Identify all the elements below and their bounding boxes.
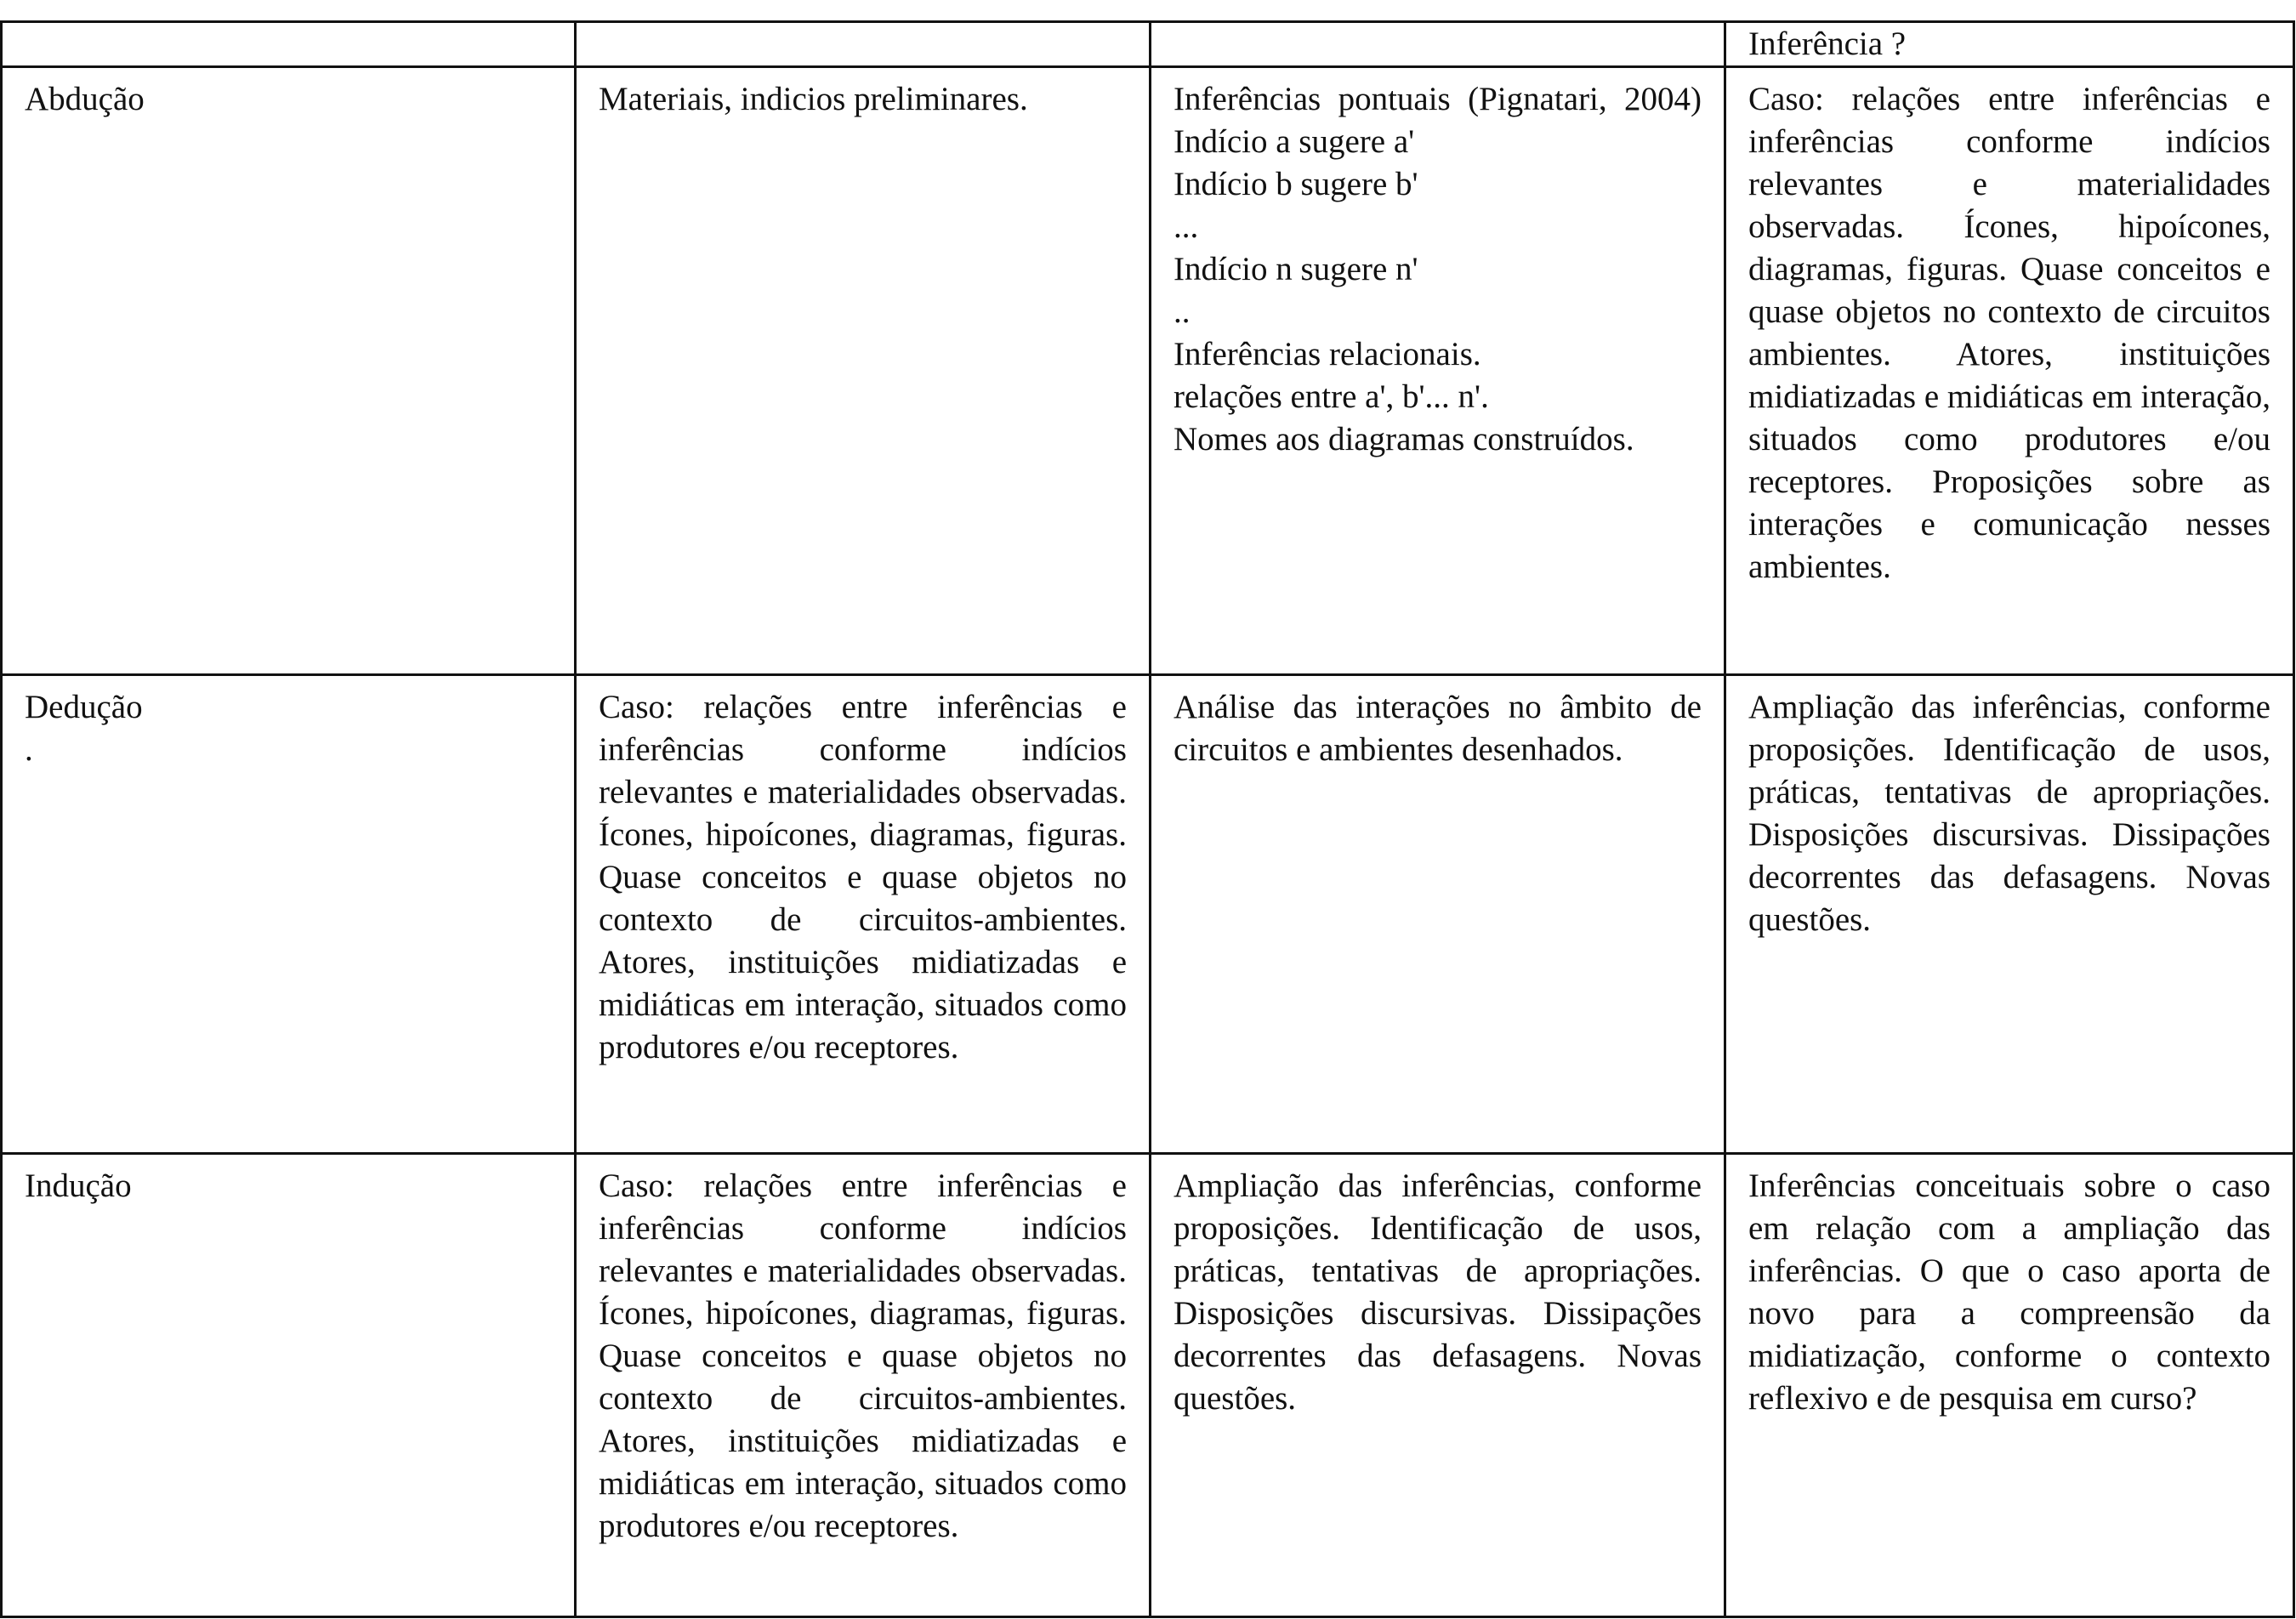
row-label: Abdução <box>25 81 145 117</box>
row-cell-col3: Análise das interações no âmbito de circuitos e ambientes desenhados. <box>1151 675 1725 1154</box>
row-label: Indução <box>25 1167 132 1204</box>
row-label-cell <box>2 675 576 1154</box>
row-cell-col4: Ampliação das inferências, conforme proposições. Identificação de usos, práticas, tentativas de apropriações. Disposições discursivas. Dissipações decorrentes das defasagens. Novas questões. <box>1725 675 2294 1154</box>
inference-table <box>0 20 2295 1618</box>
row-label-extra: . <box>25 731 33 768</box>
table-row-abducao <box>2 67 2294 675</box>
table-header-row <box>2 22 2294 67</box>
row-cell-col2: Caso: relações entre inferências e inferências conforme indícios relevantes e materialidades observadas. Ícones, hipoícones, diagramas, figuras. Quase conceitos e quase objetos no contexto de circuitos-ambientes. Atores, instituições midiatizadas e midiáticas em interação, situados como produtores e/ou receptores. <box>576 675 1151 1154</box>
row-label: Dedução <box>25 689 143 725</box>
header-cell-1 <box>2 22 576 67</box>
row-cell-col3 <box>1151 67 1725 675</box>
cell-line: Inferências relacionais. <box>1174 336 1481 372</box>
row-cell-col4: Caso: relações entre inferências e inferências conforme indícios relevantes e materialidades observadas. Ícones, hipoícones, diagramas, figuras. Quase conceitos e quase objetos no contexto de circuitos ambientes. Atores, instituições midiatizadas e midiáticas em interação, situados como produtores e/ou receptores. Proposições sobre as interações e comunicação nesses ambientes. <box>1725 67 2294 675</box>
cell-line: .. <box>1174 293 1191 330</box>
table-row-inducao <box>2 1154 2294 1617</box>
row-cell-col4: Inferências conceituais sobre o caso em relação com a ampliação das inferências. O que o caso aporta de novo para a compreensão da midiatização, conforme o contexto reflexivo e de pesquisa em curso? <box>1725 1154 2294 1617</box>
cell-line: ... <box>1174 208 1199 245</box>
cell-line: Indício a sugere a' <box>1174 123 1415 160</box>
row-label-cell <box>2 1154 576 1617</box>
cell-line: Indício n sugere n' <box>1174 251 1418 287</box>
inference-table-container <box>0 20 2293 1618</box>
cell-line: Nomes aos diagramas construídos. <box>1174 421 1634 457</box>
row-cell-col2: Materiais, indicios preliminares. <box>576 67 1151 675</box>
cell-line: relações entre a', b'... n'. <box>1174 378 1489 415</box>
header-cell-2 <box>576 22 1151 67</box>
header-cell-inference: Inferência ? <box>1725 22 2294 67</box>
table-row-deducao <box>2 675 2294 1154</box>
header-cell-3 <box>1151 22 1725 67</box>
row-cell-col2: Caso: relações entre inferências e inferências conforme indícios relevantes e materialidades observadas. Ícones, hipoícones, diagramas, figuras. Quase conceitos e quase objetos no contexto de circuitos-ambientes. Atores, instituições midiatizadas e midiáticas em interação, situados como produtores e/ou receptores. <box>576 1154 1151 1617</box>
cell-line: Inferências pontuais (Pignatari, 2004) <box>1174 81 1702 117</box>
row-label-cell <box>2 67 576 675</box>
row-cell-col3: Ampliação das inferências, conforme proposições. Identificação de usos, práticas, tentativas de apropriações. Disposições discursivas. Dissipações decorrentes das defasagens. Novas questões. <box>1151 1154 1725 1617</box>
cell-line: Indício b sugere b' <box>1174 166 1418 202</box>
